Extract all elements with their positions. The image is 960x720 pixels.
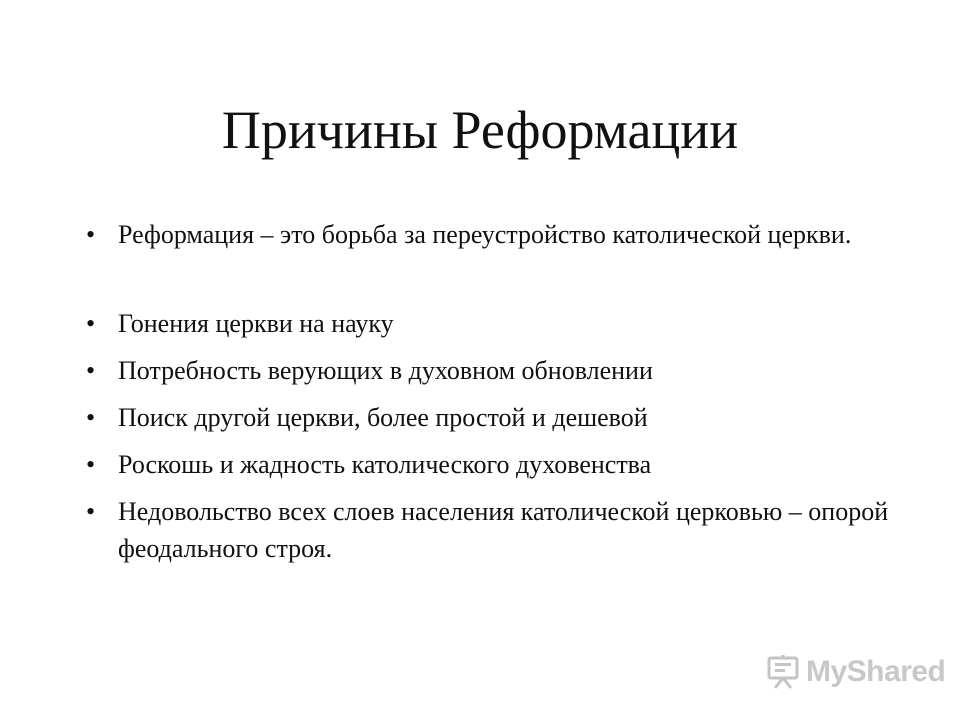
bullet-text: Потребность верующих в духовном обновлении: [118, 356, 653, 385]
bullet-dot: •: [86, 403, 96, 432]
slide-title: Причины Реформации: [221, 100, 739, 160]
bullet-item: [78, 399, 898, 436]
watermark-text: MyShared: [806, 655, 946, 688]
bullet-list: [78, 216, 898, 567]
bullet-text: Недовольство всех слоев населения католической церковью – опорой феодального строя.: [118, 497, 889, 563]
bullet-dot: •: [86, 356, 96, 385]
bullet-text: Гонения церкви на науку: [118, 309, 394, 338]
bullet-dot: •: [86, 220, 96, 249]
bullet-text: Роскошь и жадность католического духовенства: [118, 450, 652, 479]
bullet-item: [78, 446, 898, 483]
bullet-dot: •: [86, 309, 96, 338]
bullet-dot: •: [86, 497, 96, 526]
bullet-item: [78, 305, 898, 342]
bullet-dot: •: [86, 450, 96, 479]
bullet-item: [78, 352, 898, 389]
bullet-item: [78, 216, 898, 253]
bullet-item: [78, 493, 898, 567]
presentation-board-icon: [766, 654, 800, 690]
bullet-text: Реформация – это борьба за переустройство католической церкви.: [118, 220, 852, 249]
myshared-watermark: [766, 652, 945, 692]
bullet-text: Поиск другой церкви, более простой и дешевой: [118, 403, 648, 432]
